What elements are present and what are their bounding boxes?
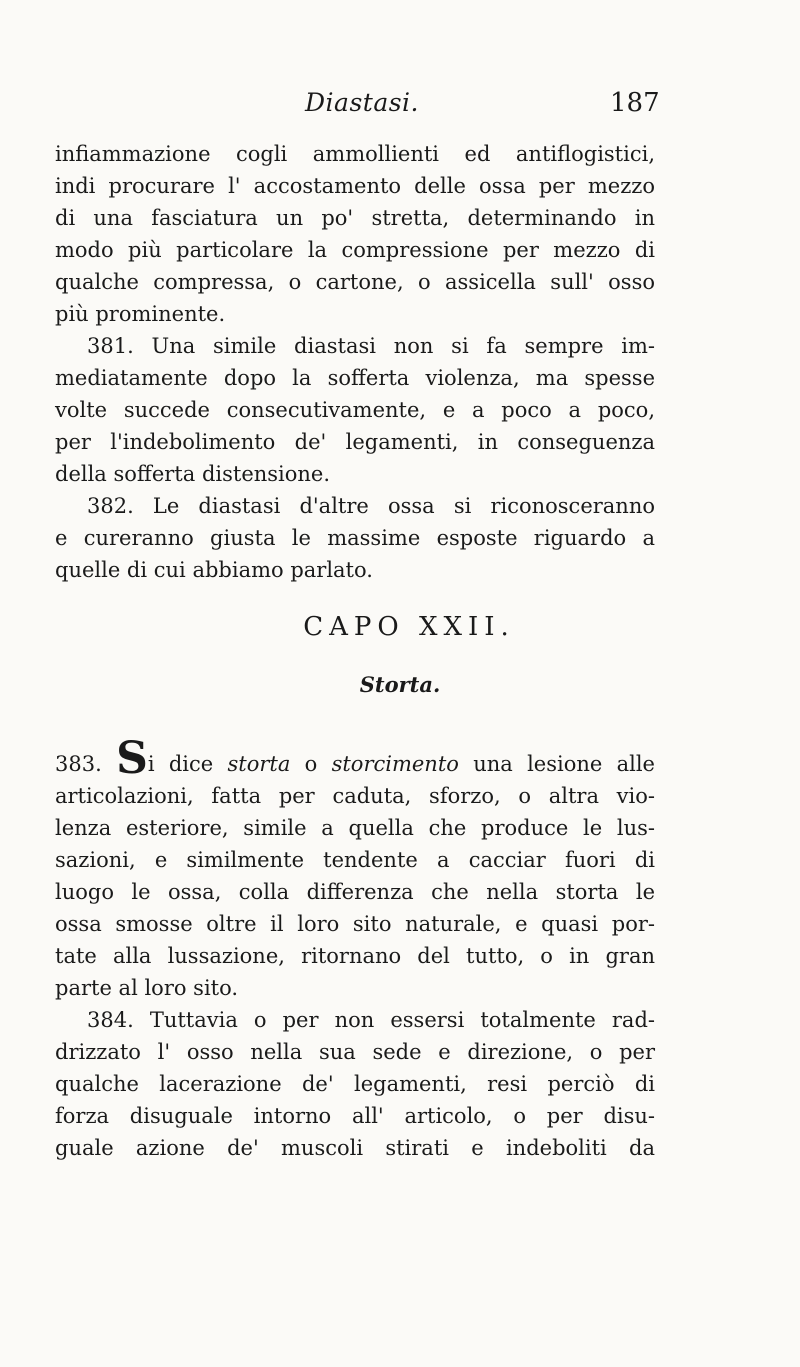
text-line: modo più particolare la compressione per mezzo di	[55, 238, 655, 262]
inline-text: o	[290, 752, 332, 776]
text-line: lenza esteriore, simile a quella che produce le lus-	[55, 816, 655, 840]
text-line: di una fasciatura un po' stretta, determinando in	[55, 206, 655, 230]
text-line: articolazioni, fatta per caduta, sforzo, o altra vio-	[55, 784, 655, 808]
paragraph-number: 383.	[55, 752, 102, 776]
running-title: Diastasi.	[305, 88, 419, 117]
text-line: della sofferta distensione.	[55, 462, 331, 486]
text-line: e cureranno giusta le massime esposte riguardo a	[55, 526, 655, 550]
text-line: drizzato l' osso nella sua sede e direzione, o per	[55, 1040, 655, 1064]
paragraph-382-start: 382. Le diastasi d'altre ossa si riconosceranno	[87, 494, 655, 518]
text-line: guale azione de' muscoli stirati e indeboliti da	[55, 1136, 655, 1160]
inline-text: una lesione alle	[458, 752, 655, 776]
text-line: ossa smosse oltre il loro sito naturale, e quasi por-	[55, 912, 655, 936]
chapter-subtitle: Storta.	[359, 672, 441, 697]
paragraph-381-start: 381. Una simile diastasi non si fa sempre im-	[87, 334, 655, 358]
chapter-heading: CAPO XXII.	[303, 612, 515, 642]
text-line: infiammazione cogli ammollienti ed antiflogistici,	[55, 142, 655, 166]
text-line: parte al loro sito.	[55, 976, 239, 1000]
paragraph-384-start: 384. Tuttavia o per non essersi totalmente rad-	[87, 1008, 655, 1032]
text-line: mediatamente dopo la sofferta violenza, ma spesse	[55, 366, 655, 390]
text-line: luogo le ossa, colla differenza che nella storta le	[55, 880, 655, 904]
inline-text: i dice	[147, 752, 228, 776]
text-line: tate alla lussazione, ritornano del tutto, o in gran	[55, 944, 655, 968]
text-block-storta	[55, 733, 655, 1164]
term-storta: storta	[227, 752, 291, 776]
text-line: forza disuguale intorno all' articolo, o per disu-	[55, 1104, 655, 1128]
text-line: qualche compressa, o cartone, o assicella sull' osso	[55, 270, 655, 294]
text-line: per l'indebolimento de' legamenti, in conseguenza	[55, 430, 655, 454]
text-line: quelle di cui abbiamo parlato.	[55, 558, 373, 582]
text-block-diastasi	[55, 138, 655, 586]
term-storcimento: storcimento	[331, 752, 459, 776]
page-number: 187	[610, 88, 660, 118]
running-head	[0, 88, 800, 124]
text-line: qualche lacerazione de' legamenti, resi perciò di	[55, 1072, 655, 1096]
text-line: più prominente.	[55, 302, 226, 326]
text-line: volte succede consecutivamente, e a poco a poco,	[55, 398, 655, 422]
text-line: sazioni, e similmente tendente a cacciar fuori di	[55, 848, 655, 872]
paragraph-383-start	[55, 733, 655, 784]
text-line: indi procurare l' accostamento delle ossa per mezzo	[55, 174, 655, 198]
drop-cap: S	[116, 733, 148, 784]
